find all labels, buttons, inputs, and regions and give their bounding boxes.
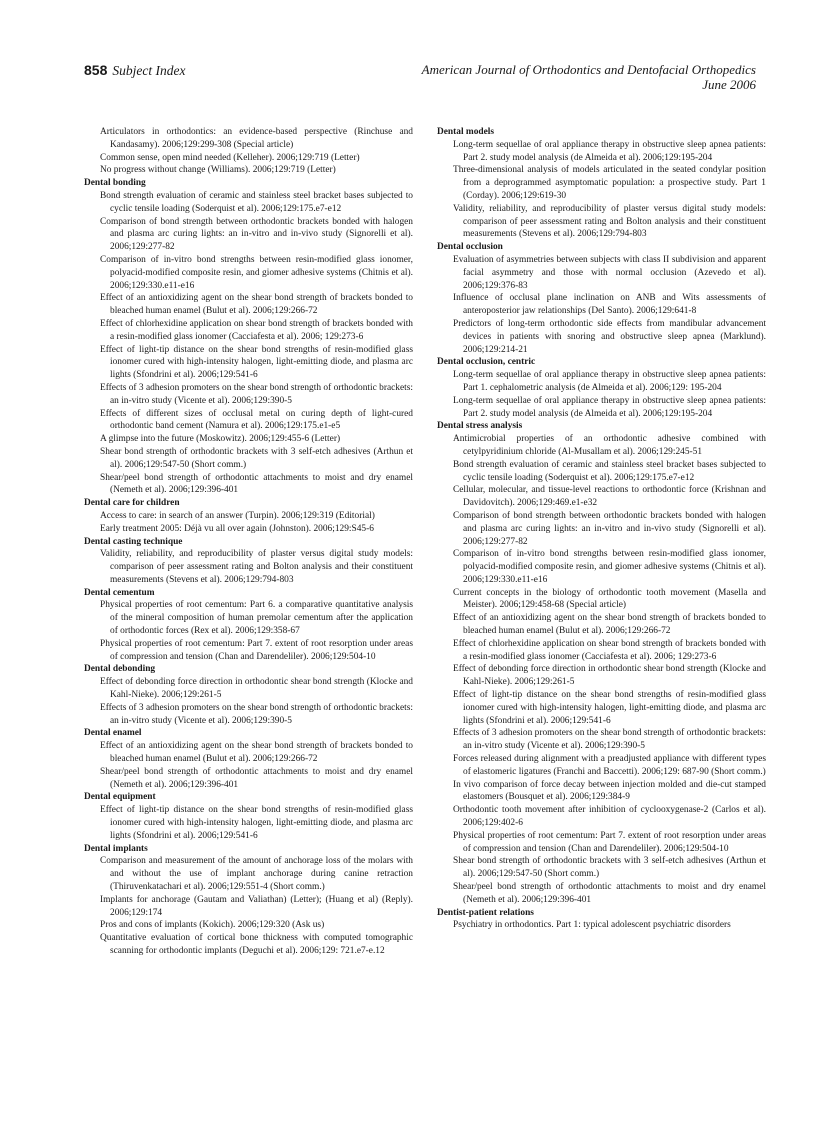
index-entry: Effect of an antioxidizing agent on the shear bond strength of brackets bonded to bleached human enamel (Bulut et al). 2006;129:266-72	[100, 293, 413, 317]
index-entry: Effect of chlorhexidine application on shear bond strength of brackets bonded with a resin-modified glass ionomer (Cacciafesta et al). 2006; 129:273-6	[100, 318, 413, 342]
index-column-left	[84, 126, 413, 958]
index-entry: Effect of an antioxidizing agent on the shear bond strength of brackets bonded to bleached human enamel (Bulut et al). 2006;129:266-72	[453, 613, 766, 637]
index-entry: Long-term sequellae of oral appliance therapy in obstructive sleep apnea patients: Part 2. study model analysis (de Almeida et al). 2006;129:195-204	[453, 395, 766, 419]
section-title: Subject Index	[112, 63, 186, 78]
index-entry: No progress without change (Williams). 2006;129:719 (Letter)	[100, 165, 336, 176]
index-entry: Effects of 3 adhesion promoters on the shear bond strength of orthodontic brackets: an in-vitro study (Vicente et al). 2006;129:390-5	[453, 728, 766, 752]
index-entry: Psychiatry in orthodontics. Part 1: typical adolescent psychiatric disorders	[453, 920, 731, 931]
index-entry: Comparison of bond strength between orthodontic brackets bonded with halogen and plasma arc curing lights: an in-vitro and in-vivo study (Signorelli et al). 2006;129:277-82	[453, 510, 766, 547]
index-entry: Effects of different sizes of occlusal metal on curing depth of light-cured orthodontic band cement (Namura et al). 2006;129:175.e1-e5	[100, 408, 413, 432]
index-entry: Effect of debonding force direction in orthodontic shear bond strength (Klocke and Kahl-Nieke). 2006;129:261-5	[453, 664, 766, 688]
index-entry: Validity, reliability, and reproducibility of plaster versus digital study models: comparison of peer assessment rating and Bolton analysis and their constituent measurements (Stevens et al). 2006;129:794-803	[453, 203, 766, 240]
index-entry: Current concepts in the biology of orthodontic tooth movement (Masella and Meister). 2006;129:458-68 (Special article)	[453, 587, 766, 611]
index-entry: Comparison and measurement of the amount of anchorage loss of the molars with and without the use of implant anchorage during canine retraction (Thiruvenkatachari et al). 2006;129:551-4 (Short comm.)	[100, 856, 413, 893]
index-entry: Influence of occlusal plane inclination on ANB and Wits assessments of anteroposterior jaw relationships (Del Santo). 2006;129:641-8	[453, 293, 766, 317]
index-entry: Effect of light-tip distance on the shear bond strengths of resin-modified glass ionomer cured with high-intensity halogen, light-emitting diode, and plasma arc lights (Sfondrini et al). 2006;129:541-6	[100, 344, 413, 381]
index-entry: Effect of an antioxidizing agent on the shear bond strength of brackets bonded to bleached human enamel (Bulut et al). 2006;129:266-72	[100, 741, 413, 765]
index-entry: Effect of debonding force direction in orthodontic shear bond strength (Klocke and Kahl-Nieke). 2006;129:261-5	[100, 677, 413, 701]
index-entry: Physical properties of root cementum: Part 7. extent of root resorption under areas of compression and tension (Chan and Darendeliler). 2006;129:504-10	[453, 830, 766, 854]
index-entry: A glimpse into the future (Moskowitz). 2006;129:455-6 (Letter)	[100, 434, 341, 445]
index-entry: Effect of light-tip distance on the shear bond strengths of resin-modified glass ionomer cured with high-intensity halogen, light-emitting diode, and plasma arc lights (Sfondrini et al). 2006;129:541-6	[453, 690, 766, 726]
index-heading: Dental debonding	[84, 664, 156, 675]
index-entry: Comparison of in-vitro bond strengths between resin-modified glass ionomer, polyacid-modified composite resin, and giomer adhesive systems (Chitnis et al). 2006;129:330.e11-e16	[100, 254, 413, 291]
index-entry: Shear/peel bond strength of orthodontic attachments to moist and dry enamel (Nemeth et al). 2006;129:396-401	[453, 882, 766, 905]
index-entry: Articulators in orthodontics: an evidence-based perspective (Rinchuse and Kandasamy). 2006;129:299-308 (Special article)	[100, 127, 413, 150]
index-heading: Dental implants	[84, 843, 148, 854]
index-entry: Shear bond strength of orthodontic brackets with 3 self-etch adhesives (Arthun et al). 2006;129:547-50 (Short comm.)	[453, 856, 766, 880]
index-heading: Dental casting technique	[84, 536, 183, 547]
index-entry: Early treatment 2005: Déjà vu all over again (Johnston). 2006;129:S45-6	[100, 523, 374, 534]
index-entry: Shear bond strength of orthodontic brackets with 3 self-etch adhesives (Arthun et al). 2006;129:547-50 (Short comm.)	[100, 446, 413, 470]
index-heading: Dental equipment	[84, 792, 156, 803]
index-entry: Comparison of in-vitro bond strengths between resin-modified glass ionomer, polyacid-modified composite resin, and giomer adhesive systems (Chitnis et al). 2006;129:330.e11-e16	[453, 549, 766, 585]
index-entry: Forces released during alignment with a preadjusted appliance with different types of elastomeric ligatures (Franchi and Baccetti). 2006;129: 687-90 (Short comm.)	[453, 754, 766, 777]
index-column-right	[437, 126, 766, 932]
page-header-left	[84, 62, 185, 79]
index-entry: Antimicrobial properties of an orthodontic adhesive combined with cetylpyridinium chloride (Al-Musallam et al). 2006;129:245-51	[453, 434, 766, 457]
issue-date: June 2006	[702, 77, 756, 92]
index-entry: Quantitative evaluation of cortical bone thickness with computed tomographic scanning for orthodontic implants (Deguchi et al). 2006;129: 721.e7-e.12	[100, 933, 413, 956]
index-entry: Validity, reliability, and reproducibility of plaster versus digital study models: comparison of peer assessment rating and Bolton analysis and their constituent measurements (Stevens et al). 2006;129:794-803	[100, 549, 413, 585]
page-header-right	[422, 62, 756, 92]
index-heading: Dental bonding	[84, 178, 146, 189]
index-heading: Dental care for children	[84, 498, 180, 509]
index-entry: Physical properties of root cementum: Part 6. a comparative quantitative analysis of the mineral composition of human premolar cementum after the application of orthodontic forces (Rex et al). 2006;129:358-67	[100, 600, 413, 637]
index-entry: In vivo comparison of force decay between injection molded and die-cut stamped elastomers (Bousquet et al). 2006;129:384-9	[453, 779, 766, 803]
index-entry: Shear/peel bond strength of orthodontic attachments to moist and dry enamel (Nemeth et al). 2006;129:396-401	[100, 766, 413, 790]
index-entry: Physical properties of root cementum: Part 7. extent of root resorption under areas of compression and tension (Chan and Darendeliler). 2006;129:504-10	[100, 638, 413, 662]
index-entry: Orthodontic tooth movement after inhibition of cyclooxygenase-2 (Carlos et al). 2006;129:402-6	[453, 805, 766, 829]
index-entry: Shear/peel bond strength of orthodontic attachments to moist and dry enamel (Nemeth et al). 2006;129:396-401	[100, 472, 413, 496]
index-entry: Access to care: in search of an answer (Turpin). 2006;129:319 (Editorial)	[100, 510, 375, 521]
journal-title: American Journal of Orthodontics and Dentofacial Orthopedics	[421, 62, 756, 77]
index-entry: Long-term sequellae of oral appliance therapy in obstructive sleep apnea patients: Part 1. cephalometric analysis (de Almeida et al). 2006;129: 195-204	[453, 370, 766, 393]
index-heading: Dental occlusion	[437, 242, 503, 253]
index-heading: Dentist-patient relations	[437, 907, 534, 918]
index-heading: Dental enamel	[84, 728, 142, 739]
index-entry: Evaluation of asymmetries between subjects with class II subdivision and apparent facial asymmetry and those with normal occlusion (Azevedo et al). 2006;129:376-83	[453, 254, 766, 291]
index-heading: Dental models	[437, 127, 495, 137]
index-entry: Implants for anchorage (Gautam and Valiathan) (Letter); (Huang et al) (Reply). 2006;129:174	[100, 894, 413, 918]
index-heading: Dental cementum	[84, 587, 155, 598]
index-entry: Predictors of long-term orthodontic side effects from mandibular advancement devices in patients with snoring and obstructive sleep apnea (Marklund). 2006;129:214-21	[453, 318, 766, 355]
index-heading: Dental occlusion, centric	[437, 357, 536, 368]
index-entry: Effects of 3 adhesion promoters on the shear bond strength of orthodontic brackets: an in-vitro study (Vicente et al). 2006;129:390-5	[100, 702, 413, 726]
index-entry: Comparison of bond strength between orthodontic brackets bonded with halogen and plasma arc curing lights: an in-vitro and in-vivo study (Signorelli et al). 2006;129:277-82	[100, 216, 413, 253]
index-entry: Bond strength evaluation of ceramic and stainless steel bracket bases subjected to cyclic tensile loading (Soderquist et al). 2006;129:175.e7-e12	[100, 190, 413, 214]
index-entry: Common sense, open mind needed (Kelleher). 2006;129:719 (Letter)	[100, 152, 360, 163]
index-entry: Effect of chlorhexidine application on shear bond strength of brackets bonded with a resin-modified glass ionomer (Cacciafesta et al). 2006; 129:273-6	[453, 638, 766, 662]
index-entry: Three-dimensional analysis of models articulated in the seated condylar position from a deprogrammed asymptomatic population: a prospective study. Part 1 (Corday). 2006;129:619-30	[453, 165, 766, 201]
index-entry: Cellular, molecular, and tissue-level reactions to orthodontic force (Krishnan and Davidovitch). 2006;129:469.e1-e32	[453, 485, 766, 509]
index-entry: Long-term sequellae of oral appliance therapy in obstructive sleep apnea patients: Part 2. study model analysis (de Almeida et al). 2006;129:195-204	[453, 139, 766, 163]
index-entry: Effects of 3 adhesion promoters on the shear bond strength of orthodontic brackets: an in-vitro study (Vicente et al). 2006;129:390-5	[100, 382, 413, 406]
page-number: 858	[84, 62, 108, 78]
index-entry: Effect of light-tip distance on the shear bond strengths of resin-modified glass ionomer cured with high-intensity halogen, light-emitting diode, and plasma arc lights (Sfondrini et al). 2006;129:541-6	[100, 805, 413, 841]
index-entry: Bond strength evaluation of ceramic and stainless steel bracket bases subjected to cyclic tensile loading (Soderquist et al). 2006;129:175.e7-e12	[453, 459, 766, 483]
index-entry: Pros and cons of implants (Kokich). 2006;129:320 (Ask us)	[100, 920, 325, 931]
index-heading: Dental stress analysis	[437, 421, 523, 432]
